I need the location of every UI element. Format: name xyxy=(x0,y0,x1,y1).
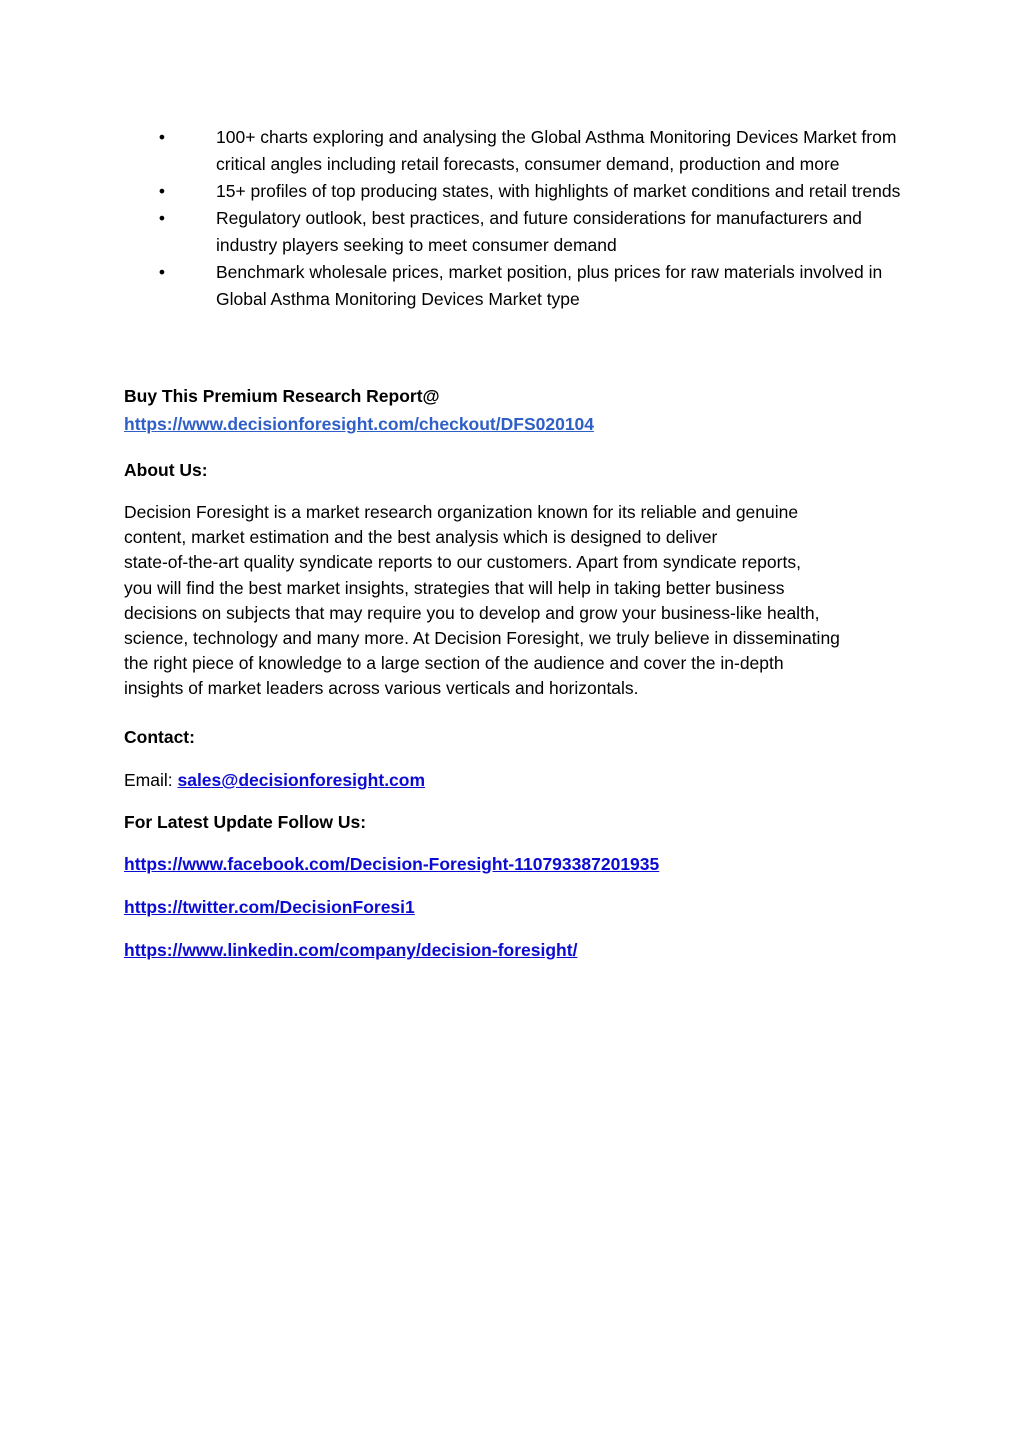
linkedin-row xyxy=(124,936,904,964)
about-line: science, technology and many more. At Decision Foresight, we truly believe in disseminating xyxy=(124,628,840,649)
about-heading: About Us: xyxy=(124,460,208,480)
about-line: content, market estimation and the best analysis which is designed to deliver xyxy=(124,527,718,548)
about-section xyxy=(124,456,904,484)
bullet-text: Regulatory outlook, best practices, and future considerations for manufacturers and industry players seeking to meet consumer demand xyxy=(216,208,862,255)
buy-section xyxy=(124,382,904,438)
about-line: Decision Foresight is a market research organization known for its reliable and genuine xyxy=(124,502,799,522)
about-line: decisions on subjects that may require you to develop and grow your business-like health, xyxy=(124,602,820,623)
contact-section xyxy=(124,723,904,751)
contact-heading: Contact: xyxy=(124,727,195,747)
linkedin-link[interactable]: https://www.linkedin.com/company/decision-foresight/ xyxy=(124,940,578,960)
facebook-link[interactable]: https://www.facebook.com/Decision-Foresight-110793387201935 xyxy=(124,854,660,874)
bullet-item-benchmark xyxy=(124,259,904,313)
email-row xyxy=(124,766,904,794)
bullet-text: 15+ profiles of top producing states, with highlights of market conditions and retail trends xyxy=(216,181,901,201)
about-paragraph xyxy=(124,500,904,702)
checkout-link[interactable]: https://www.decisionforesight.com/checkout/DFS020104 xyxy=(124,414,595,434)
email-label: Email: xyxy=(124,770,178,790)
feature-bullet-list xyxy=(124,124,904,313)
about-line: state-of-the-art quality syndicate reports to our customers. Apart from syndicate reports, xyxy=(124,552,801,573)
bullet-item-charts xyxy=(124,124,904,178)
buy-heading: Buy This Premium Research Report@ xyxy=(124,386,440,406)
bullet-icon: • xyxy=(158,127,166,147)
facebook-row xyxy=(124,850,904,878)
bullet-text: Benchmark wholesale prices, market position, plus prices for raw materials involved in Global Asthma Monitoring Devices Market type xyxy=(216,262,883,309)
twitter-row xyxy=(124,893,904,921)
bullet-item-regulatory xyxy=(124,205,904,259)
email-link[interactable]: sales@decisionforesight.com xyxy=(177,770,426,790)
bullet-icon: • xyxy=(158,262,166,282)
about-line: the right piece of knowledge to a large section of the audience and cover the in-depth xyxy=(124,653,784,674)
follow-section xyxy=(124,808,904,836)
bullet-item-profiles xyxy=(124,178,904,205)
about-line: you will find the best market insights, strategies that will help in taking better business xyxy=(124,577,785,598)
twitter-link[interactable]: https://twitter.com/DecisionForesi1 xyxy=(124,897,415,917)
bullet-icon: • xyxy=(158,208,166,228)
bullet-icon: • xyxy=(158,181,166,201)
about-line: insights of market leaders across various verticals and horizontals. xyxy=(124,678,639,699)
follow-heading: For Latest Update Follow Us: xyxy=(124,812,367,832)
bullet-text: 100+ charts exploring and analysing the Global Asthma Monitoring Devices Market from critical angles including retail forecasts, consumer demand, production and more xyxy=(216,127,897,174)
